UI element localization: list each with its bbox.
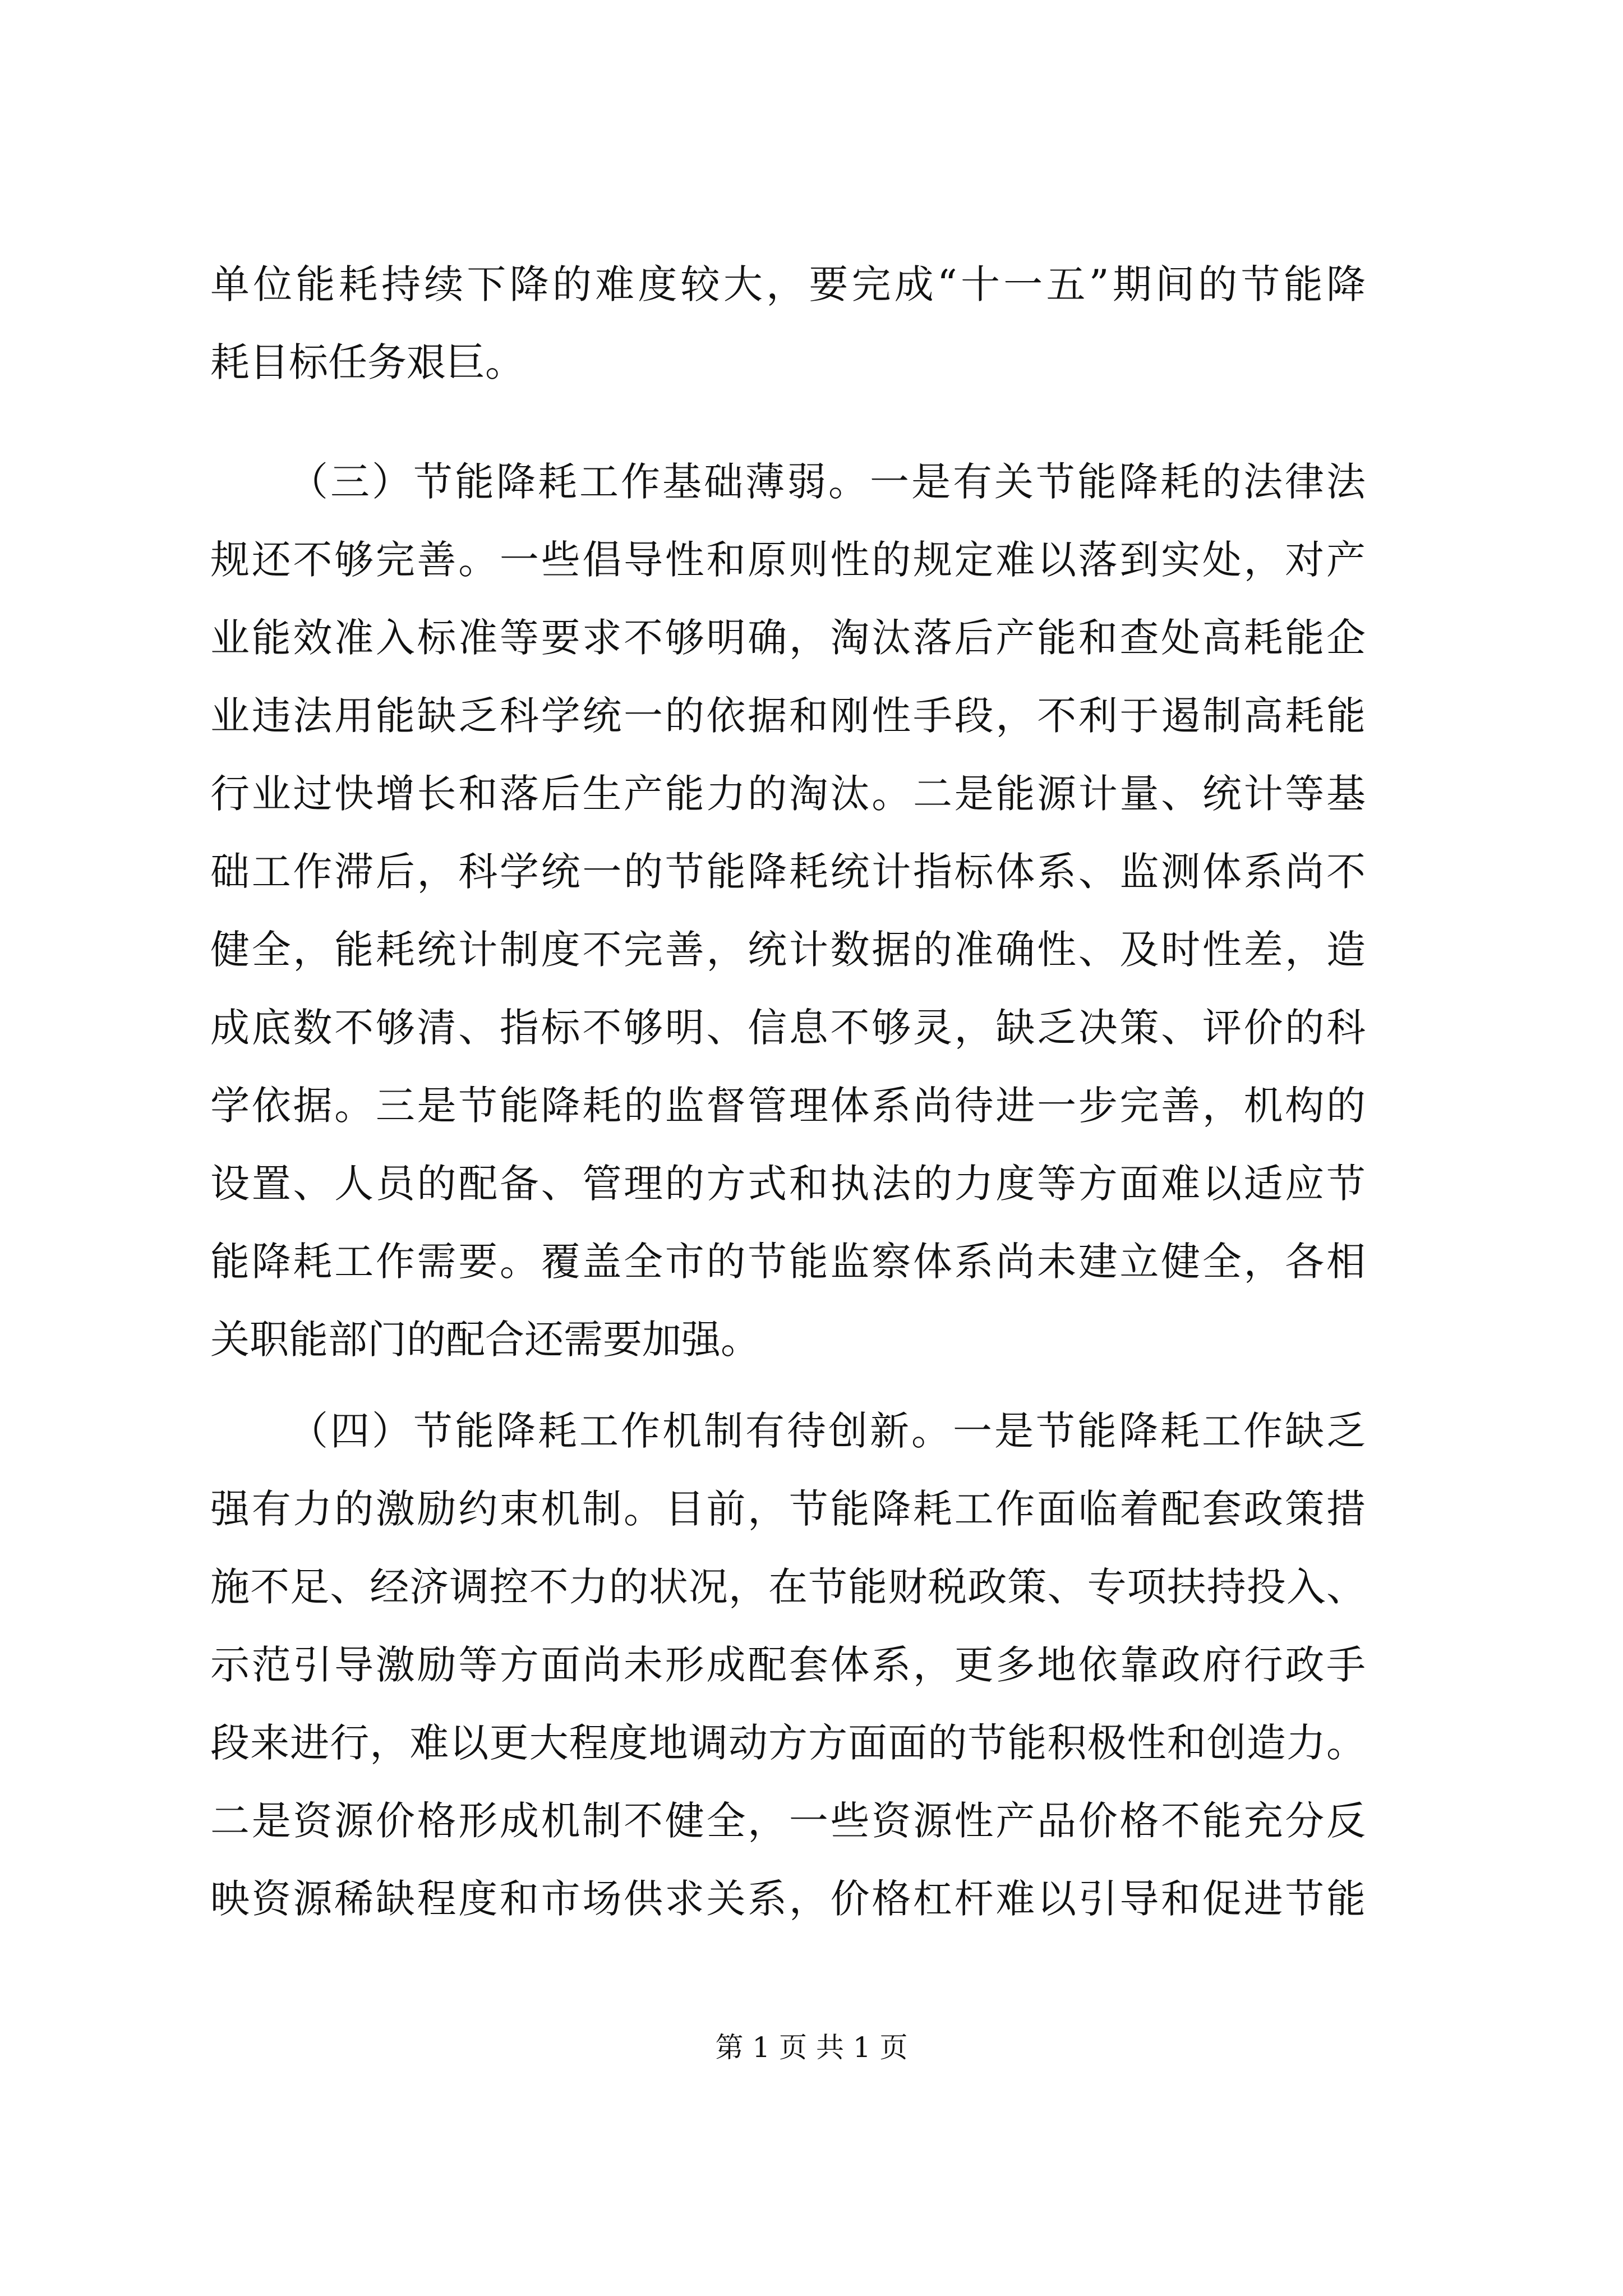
body-text-line: 二是资源价格形成机制不健全，一些资源性产品价格不能充分反 <box>210 1798 1366 1844</box>
body-text-line: 映资源稀缺程度和市场供求关系，价格杠杆难以引导和促进节能 <box>210 1876 1366 1922</box>
paragraph-3 <box>210 1392 1366 1938</box>
body-text-line: （三）节能降耗工作基础薄弱。一是有关节能降耗的法律法 <box>289 459 1366 505</box>
body-text-line: 耗目标任务艰巨。 <box>210 339 524 385</box>
body-text-line: 段来进行，难以更大程度地调动方方面面的节能积极性和创造力。 <box>210 1720 1366 1766</box>
body-text-line: 强有力的激励约束机制。目前，节能降耗工作面临着配套政策措 <box>210 1486 1366 1532</box>
body-text-line: 施不足、经济调控不力的状况，在节能财税政策、专项扶持投入、 <box>210 1564 1366 1610</box>
body-text-line: 设置、人员的配备、管理的方式和执法的力度等方面难以适应节 <box>210 1161 1366 1207</box>
page-footer: 第 1 页 共 1 页 <box>715 2031 908 2064</box>
paragraph-2 <box>210 443 1366 1379</box>
body-text-line: 业能效准入标准等要求不够明确，淘汰落后产能和查处高耗能企 <box>210 615 1366 661</box>
body-text-line: 成底数不够清、指标不够明、信息不够灵，缺乏决策、评价的科 <box>210 1005 1366 1051</box>
body-text-line: 业违法用能缺乏科学统一的依据和刚性手段，不利于遏制高耗能 <box>210 693 1366 739</box>
body-text-line: 学依据。三是节能降耗的监督管理体系尚待进一步完善，机构的 <box>210 1083 1366 1129</box>
body-text-line: 能降耗工作需要。覆盖全市的节能监察体系尚未建立健全，各相 <box>210 1239 1366 1285</box>
body-text-line: 础工作滞后，科学统一的节能降耗统计指标体系、监测体系尚不 <box>210 849 1366 895</box>
body-text-line: 示范引导激励等方面尚未形成配套体系，更多地依靠政府行政手 <box>210 1642 1366 1688</box>
body-text-line: 关职能部门的配合还需要加强。 <box>210 1317 760 1363</box>
document-body <box>210 246 1366 1938</box>
body-text-line: 单位能耗持续下降的难度较大，要完成“十一五”期间的节能降 <box>210 261 1366 307</box>
paragraph-1 <box>210 246 1366 402</box>
body-text-line: 规还不够完善。一些倡导性和原则性的规定难以落到实处，对产 <box>210 537 1366 583</box>
body-text-line: 健全，能耗统计制度不完善，统计数据的准确性、及时性差，造 <box>210 927 1366 973</box>
body-text-line: （四）节能降耗工作机制有待创新。一是节能降耗工作缺乏 <box>289 1408 1366 1454</box>
body-text-line: 行业过快增长和落后生产能力的淘汰。二是能源计量、统计等基 <box>210 771 1366 817</box>
